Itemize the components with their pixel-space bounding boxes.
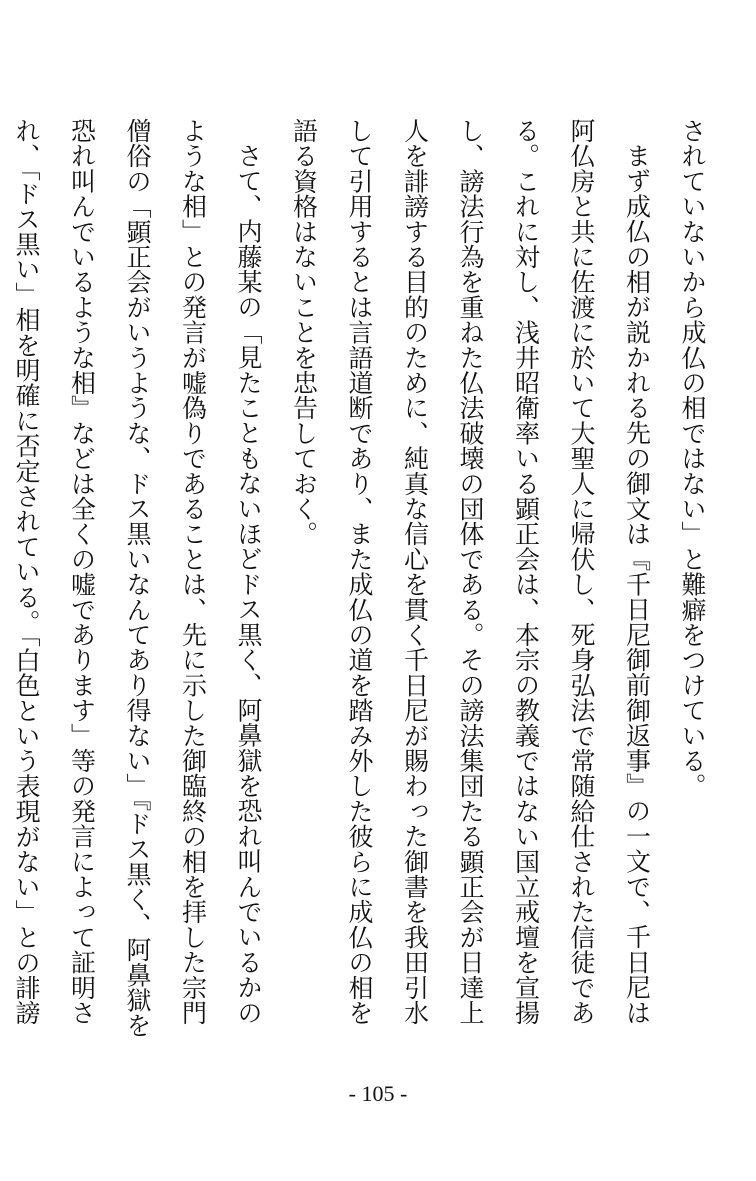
paragraph-continuation: されていないから成仏の相ではない」と難癖をつけている。	[678, 118, 707, 799]
paragraph-naito-statement: さて、内藤某の「見たこともないほどドス黒く、阿鼻獄を恐れ叫んでいるかのような相」との発言が嘘偽りであることは、先に示した御臨終の相を拝した宗門僧俗の「顕正会がいうような、ドス黒いなんてあり得ない」『ドス黒く、阿鼻獄を恐れ叫んでいるような相』などは全くの嘘であります」等の発言によって証明され、「ドス黒い」相を明確に否定されている。「白色という表現がない」との誹謗	[12, 118, 263, 1038]
paragraph-senichi-ama: まず成仏の相が説かれる先の御文は『千日尼御前御返事』の一文で、千日尼は阿仏房と共に佐渡に於いて大聖人に帰伏し、死身弘法で常随給仕された信徒である。これに対し、浅井昭衛率いる顕正会は、本宗の教義ではない国立戒壇を宣揚し、謗法行為を重ねた仏法破壊の団体である。その謗法集団たる顕正会が日達上人を誹謗する目的のために、純真な信心を貫く千日尼が賜わった御書を我田引水して引用するとは言語道断であり、また成仏の道を踏み外した彼らに成仏の相を語る資格はないことを忠告しておく。	[289, 118, 652, 1026]
vertical-text-body	[12, 118, 720, 1038]
page-number: - 105 -	[348, 1081, 408, 1106]
